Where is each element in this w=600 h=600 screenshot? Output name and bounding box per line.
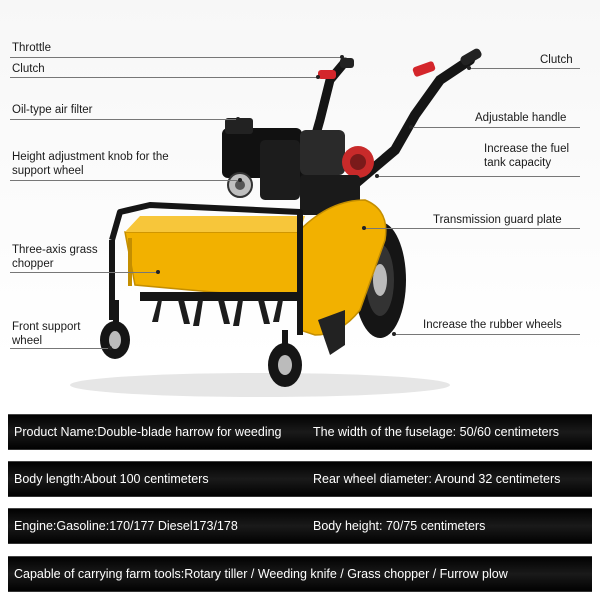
callout-front-wheel: Front support wheel: [12, 321, 81, 347]
callout-clutch-left: Clutch: [12, 63, 45, 75]
callout-grass-chopper: Three-axis grass chopper: [12, 244, 98, 270]
callout-air-filter: Oil-type air filter: [12, 104, 93, 116]
callout-handle: Adjustable handle: [475, 112, 567, 124]
spec-tools: Capable of carrying farm tools:Rotary tiller / Weeding knife / Grass chopper / Furrow plow: [14, 567, 508, 581]
spec-row-1: [8, 414, 592, 450]
spec-product-name: Product Name:Double-blade harrow for weeding: [14, 425, 282, 439]
callout-clutch-right: Clutch: [540, 54, 573, 66]
callout-throttle: Throttle: [12, 42, 51, 54]
spec-rear-wheel: Rear wheel diameter: Around 32 centimeters: [313, 472, 561, 486]
spec-row-2: [8, 461, 592, 497]
spec-row-3: [8, 508, 592, 544]
spec-body-length: Body length:About 100 centimeters: [14, 472, 209, 486]
callout-rubber-wheels: Increase the rubber wheels: [423, 319, 562, 331]
callout-height-knob: Height adjustment knob for the support wheel: [12, 151, 169, 177]
spec-engine: Engine:Gasoline:170/177 Diesel173/178: [14, 519, 238, 533]
spec-fuselage-width: The width of the fuselage: 50/60 centimeters: [313, 425, 559, 439]
callout-guard-plate: Transmission guard plate: [433, 214, 562, 226]
spec-row-4: [8, 556, 592, 592]
callout-fuel-tank: Increase the fuel tank capacity: [484, 143, 570, 169]
spec-body-height: Body height: 70/75 centimeters: [313, 519, 486, 533]
